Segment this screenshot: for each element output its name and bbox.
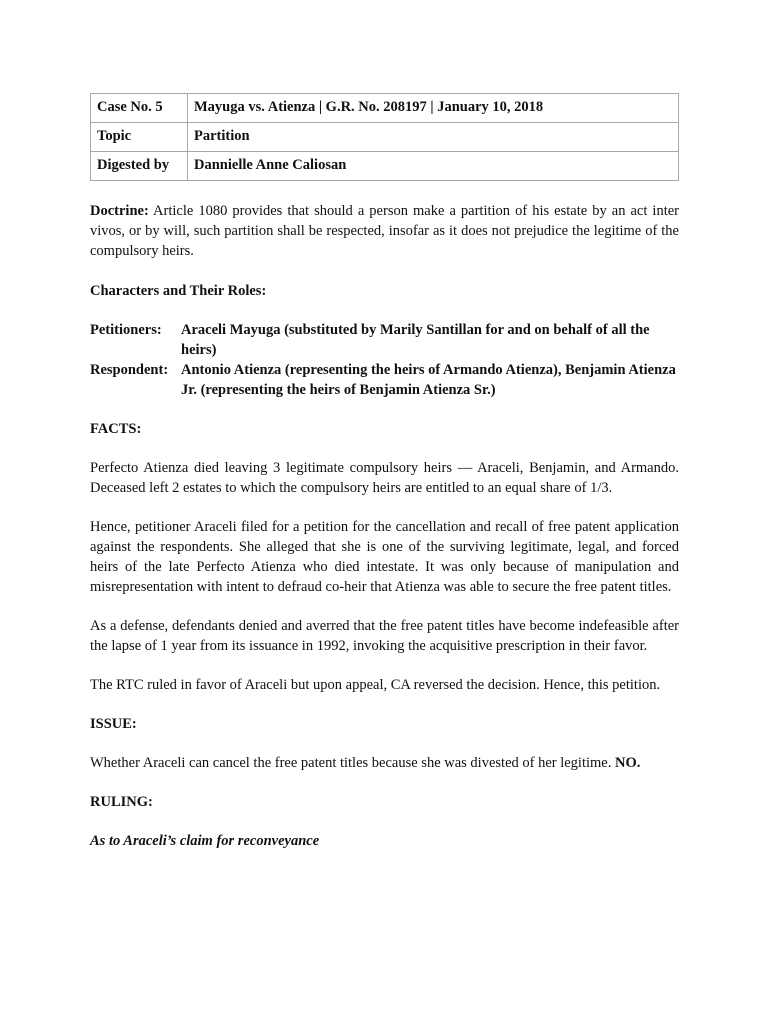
case-number-label: Case No. 5 bbox=[91, 94, 188, 123]
doctrine-label: Doctrine: bbox=[90, 203, 149, 219]
parties-list bbox=[90, 320, 679, 400]
document-page bbox=[90, 93, 679, 851]
respondent-label: Respondent: bbox=[90, 362, 169, 378]
facts-paragraph-1: Perfecto Atienza died leaving 3 legitimate compulsory heirs — Araceli, Benjamin, and Armando. Deceased left 2 estates to which the compulsory heirs are entitled to an equal share of 1/3. bbox=[90, 460, 679, 496]
facts-paragraph-3: As a defense, defendants denied and averred that the free patent titles have become indefeasible after the lapse of 1 year from its issuance in 1992, invoking the acquisitive prescription in their favor. bbox=[90, 618, 679, 654]
table-row bbox=[91, 123, 679, 152]
digested-by-label: Digested by bbox=[91, 152, 188, 181]
characters-heading: Characters and Their Roles: bbox=[90, 283, 267, 299]
case-header-table bbox=[90, 93, 679, 181]
digested-by-value: Dannielle Anne Caliosan bbox=[188, 152, 679, 181]
facts-heading: FACTS: bbox=[90, 421, 142, 437]
issue-paragraph bbox=[90, 753, 679, 773]
facts-paragraph-4: The RTC ruled in favor of Araceli but upon appeal, CA reversed the decision. Hence, this petition. bbox=[90, 677, 661, 693]
issue-answer: NO. bbox=[614, 755, 641, 771]
facts-paragraph-2: Hence, petitioner Araceli filed for a petition for the cancellation and recall of free patent application against the respondents. She alleged that she is one of the surviving legitimate, legal, and forced heirs of the late Perfecto Atienza who died intestate. It was only because of manipulation and misrepresentation with intent to defraud co-heir that Atienza was able to secure the free patent titles. bbox=[90, 519, 679, 595]
petitioners-label: Petitioners: bbox=[90, 322, 162, 338]
topic-value: Partition bbox=[188, 123, 679, 152]
issue-heading: ISSUE: bbox=[90, 716, 137, 732]
topic-label: Topic bbox=[91, 123, 188, 152]
respondent-value: Antonio Atienza (representing the heirs of Armando Atienza), Benjamin Atienza Jr. (representing the heirs of Benjamin Atienza Sr.) bbox=[181, 362, 676, 398]
doctrine-paragraph bbox=[90, 201, 679, 261]
petitioners-row bbox=[90, 320, 679, 360]
ruling-heading: RULING: bbox=[90, 794, 153, 810]
issue-text: Whether Araceli can cancel the free patent titles because she was divested of her legitime. bbox=[90, 755, 615, 771]
petitioners-value: Araceli Mayuga (substituted by Marily Santillan for and on behalf of all the heirs) bbox=[181, 322, 650, 358]
case-title: Mayuga vs. Atienza | G.R. No. 208197 | January 10, 2018 bbox=[188, 94, 679, 123]
respondent-row bbox=[90, 360, 679, 400]
table-row bbox=[91, 152, 679, 181]
table-row bbox=[91, 94, 679, 123]
doctrine-text: Article 1080 provides that should a person make a partition of his estate by an act inter vivos, or by will, such partition shall be respected, insofar as it does not prejudice the legitime of the compulsory heirs. bbox=[90, 203, 679, 259]
ruling-subheading: As to Araceli’s claim for reconveyance bbox=[90, 833, 320, 849]
